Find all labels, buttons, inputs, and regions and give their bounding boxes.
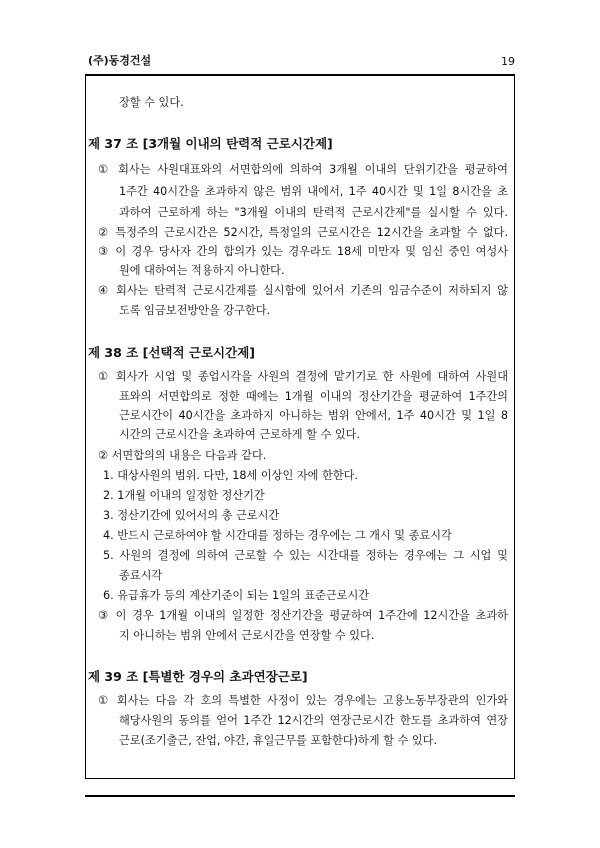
article-38-item-2: 2. 1개월 이내의 일정한 정산기간 <box>103 489 265 502</box>
article-38-item-6: 6. 유급휴가 등의 계산기준이 되는 1일의 표준근로시간 <box>103 589 370 602</box>
company-name: (주)동경건설 <box>88 54 152 67</box>
article-37-clause-4-line-1: ④ 회사는 탄력적 근로시간제를 실시함에 있어서 기존의 임금수준이 저하되지 않 <box>98 284 508 297</box>
article-38-clause-1-line-1: ① 회사가 시업 및 종업시각을 사원의 결정에 맡기기로 한 사원에 대하여 사원대 <box>98 370 508 383</box>
article-37-clause-3-line-1: ③ 이 경우 당사자 간의 합의가 있는 경우라도 18세 미만자 및 임신 중인 여성사 <box>98 245 508 258</box>
article-39-clause-1-line-3: 근로(조기출근, 잔업, 야간, 휴일근무를 포함한다)하게 할 수 있다. <box>119 734 438 747</box>
article-37-clause-3-line-2: 원에 대하여는 적용하지 아니한다. <box>119 264 285 277</box>
article-38-item-4: 4. 반드시 근로하여야 할 시간대를 정하는 경우에는 그 개시 및 종료시각 <box>103 529 452 542</box>
article-39-clause-1-line-2: 해당사원의 동의를 얻어 1주간 12시간의 연장근로시간 한도를 초과하여 연장 <box>119 714 508 727</box>
article-38-item-1: 1. 대상사원의 범위. 다만, 18세 이상인 자에 한한다. <box>103 469 359 482</box>
article-37-heading: 제 37 조 [3개월 이내의 탄력적 근로시간제] <box>88 136 333 151</box>
article-37-clause-1-line-3: 과하여 근로하게 하는 "3개월 이내의 탄력적 근로시간제"를 실시할 수 있다. <box>119 206 508 219</box>
article-38-clause-1-line-4: 시간의 근로시간을 초과하여 근로하게 할 수 있다. <box>119 428 361 441</box>
article-38-item-5-line-1: 5. 사원의 결정에 의하여 근로할 수 있는 시간대를 정하는 경우에는 그 시업 및 <box>103 549 508 562</box>
article-38-item-3: 3. 정산기간에 있어서의 총 근로시간 <box>103 509 280 522</box>
article-37-clause-1-line-2: 1주간 40시간을 초과하지 않은 범위 내에서, 1주 40시간 및 1일 8시간을 초 <box>119 185 508 198</box>
footer-rule <box>85 795 515 797</box>
page-number: 19 <box>501 55 515 68</box>
article-37-clause-4-line-2: 도록 임금보전방안을 강구한다. <box>119 304 271 317</box>
article-39-clause-1-line-1: ① 회사는 다음 각 호의 특별한 사정이 있는 경우에는 고용노동부장관의 인가와 <box>98 694 508 707</box>
article-38-item-5-line-2: 종료시각 <box>119 569 163 582</box>
article-38-clause-2-line-1: ② 서면합의의 내용은 다음과 같다. <box>98 449 267 462</box>
article-38-clause-1-line-2: 표와의 서면합의로 정한 때에는 1개월 이내의 정산기간을 평균하여 1주간의 <box>119 390 508 403</box>
article-37-clause-1-line-1: ① 회사는 사원대표와의 서면합의에 의하여 3개월 이내의 단위기간을 평균하여 <box>98 163 508 176</box>
article-39-heading: 제 39 조 [특별한 경우의 초과연장근로] <box>88 669 308 684</box>
continued-text-line: 장할 수 있다. <box>119 96 184 109</box>
article-37-clause-2-line-1: ② 특정주의 근로시간은 52시간, 특정일의 근로시간은 12시간을 초과할 수 없다. <box>98 226 508 239</box>
article-38-clause-3-line-1: ③ 이 경우 1개월 이내의 일정한 정산기간을 평균하여 1주간에 12시간을 초과하 <box>98 609 508 622</box>
article-38-clause-1-line-3: 근로시간이 40시간을 초과하지 아니하는 범위 안에서, 1주 40시간 및 1일 8 <box>119 409 508 422</box>
article-38-clause-3-line-2: 지 아니하는 범위 안에서 근로시간을 연장할 수 있다. <box>119 629 375 642</box>
article-38-heading: 제 38 조 [선택적 근로시간제] <box>88 345 255 360</box>
